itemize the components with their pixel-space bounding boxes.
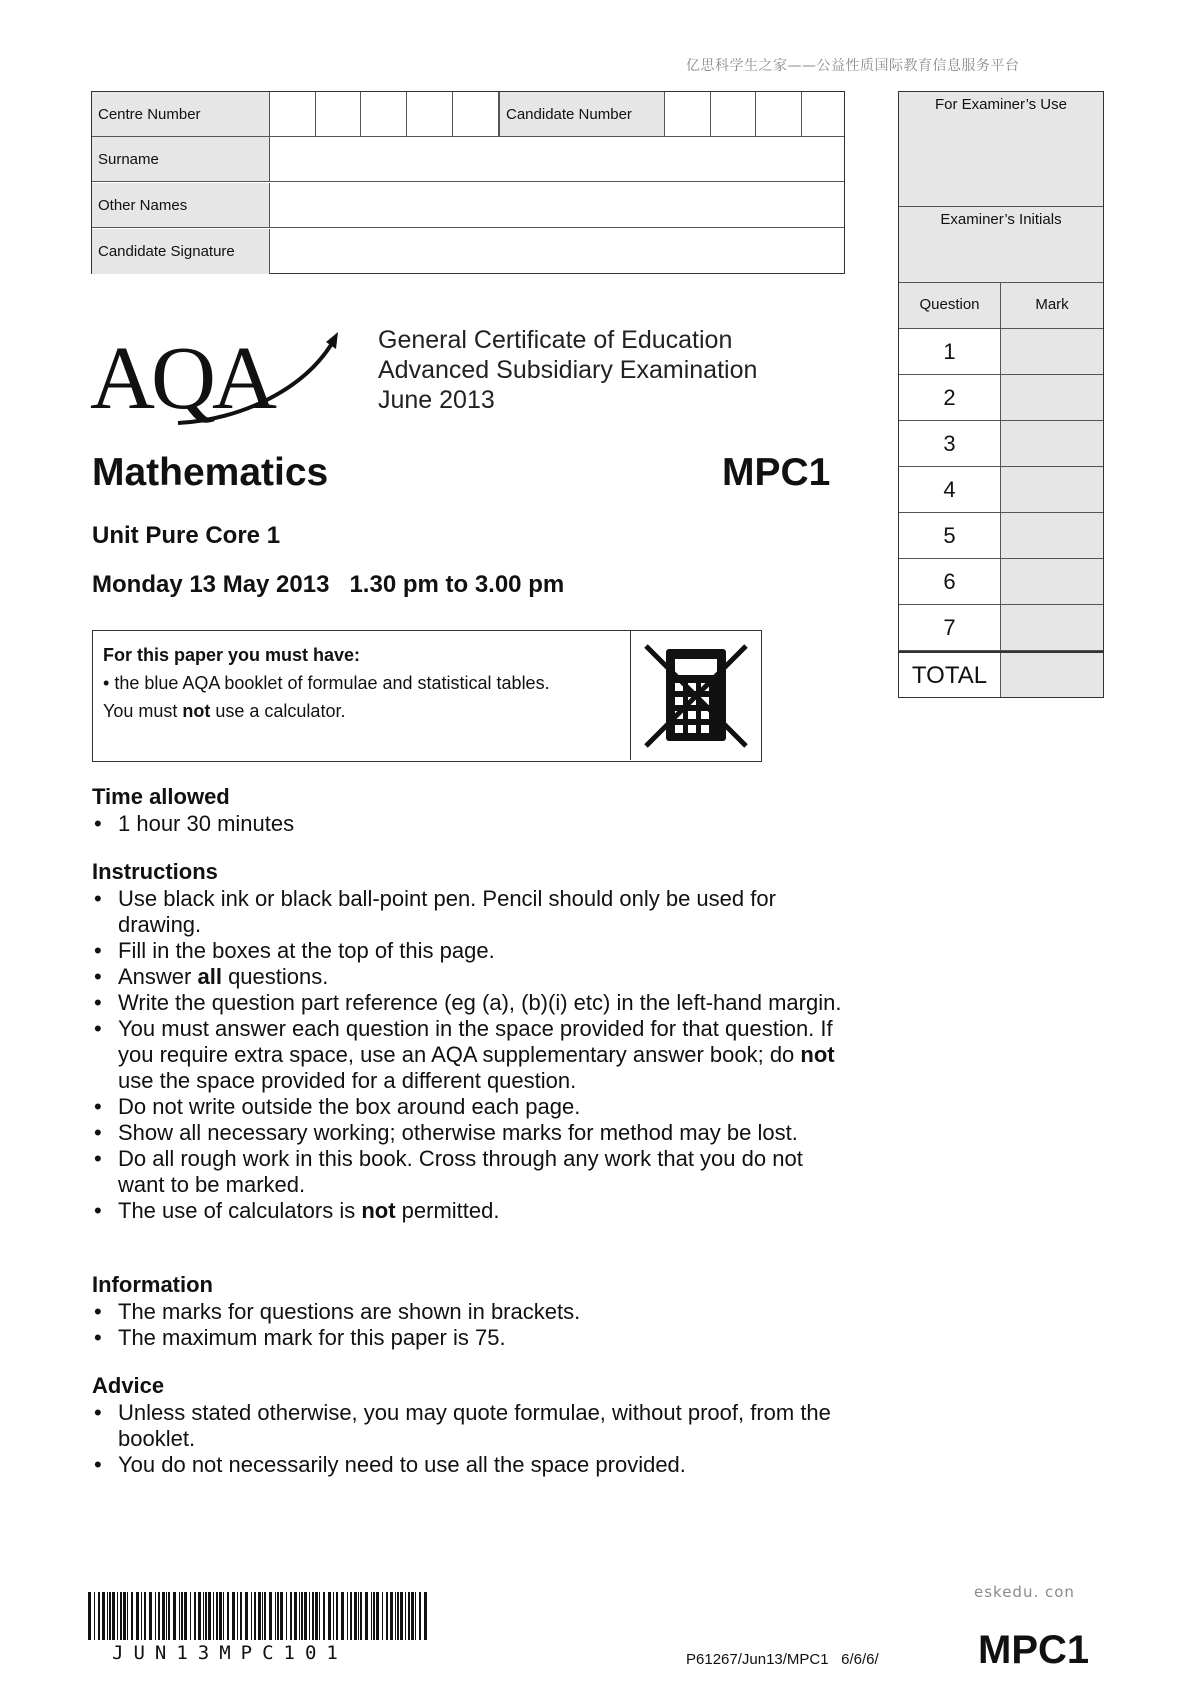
centre-number-digit[interactable] [361,92,407,136]
time-allowed-heading: Time allowed [92,784,230,809]
candidate-number-digit[interactable] [756,92,802,136]
calculator-notice [103,697,550,725]
question-row [899,513,1103,559]
instruction-item: • Write the question part reference (eg (a), (b)(i) etc) in the left-hand margin. [92,990,852,1016]
question-number: 4 [899,467,1001,512]
aqa-logo-text: AQA [90,330,273,425]
aqa-logo [90,330,345,425]
barcode-text: JUN13MPC101 [112,1642,348,1664]
watermark-top: 亿思科学生之家——公益性质国际教育信息服务平台 [686,58,1020,74]
question-header: Question [899,283,1001,328]
advice-item: • You do not necessarily need to use all the space provided. [92,1452,852,1478]
surname-field[interactable] [270,137,844,181]
mark-cell[interactable] [1001,329,1103,374]
materials-text [103,641,550,725]
information-section [92,1271,852,1351]
time-allowed-section [92,783,852,837]
question-row [899,375,1103,421]
other-names-label: Other Names [92,183,270,227]
candidate-number-digit[interactable] [711,92,756,136]
question-number: 7 [899,605,1001,650]
instructions-section [92,858,852,1224]
qualification-line: General Certificate of Education [378,326,733,354]
instruction-item: • The use of calculators is not permitted. [92,1198,852,1224]
candidate-number-label: Candidate Number [499,92,665,136]
mark-cell[interactable] [1001,467,1103,512]
question-number: 6 [899,559,1001,604]
other-names-field[interactable] [270,183,844,227]
candidate-details-box [91,91,845,274]
question-row [899,421,1103,467]
paper-reference: P61267/Jun13/MPC1 6/6/6/ [686,1651,879,1668]
signature-label: Candidate Signature [92,229,270,274]
materials-heading: For this paper you must have: [103,645,361,665]
instruction-item: • Show all necessary working; otherwise marks for method may be lost. [92,1120,852,1146]
exam-session: June 2013 [378,386,495,414]
watermark-bottom: eskedu. con [974,1583,1075,1601]
information-item: • The maximum mark for this paper is 75. [92,1325,852,1351]
total-mark-cell[interactable] [1001,653,1103,697]
examiner-use-title: For Examiner’s Use [899,92,1103,207]
unit-title: Unit Pure Core 1 [92,522,281,549]
qualification-title [378,325,757,415]
paper-code: MPC1 [722,451,831,494]
centre-number-digit[interactable] [407,92,453,136]
signature-field[interactable] [270,229,844,274]
instructions-heading: Instructions [92,859,218,884]
mark-cell[interactable] [1001,375,1103,420]
mark-cell[interactable] [1001,513,1103,558]
qualification-line: Advanced Subsidiary Examination [378,356,758,384]
calculator-notice-text: You must [103,701,183,721]
exam-date-time: Monday 13 May 2013 1.30 pm to 3.00 pm [92,571,565,598]
barcode [86,1592,436,1644]
footer-paper-code: MPC1 [978,1628,1090,1672]
no-calculator-icon [631,631,761,760]
question-row [899,605,1103,651]
materials-box [92,630,762,762]
advice-section [92,1372,852,1478]
mark-cell[interactable] [1001,559,1103,604]
instruction-item: • Do not write outside the box around each page. [92,1094,852,1120]
question-row [899,467,1103,513]
calculator-notice-emphasis: not [182,701,211,721]
materials-item-text: the blue AQA booklet of formulae and statistical tables. [114,673,550,693]
instruction-item: • Use black ink or black ball-point pen. Pencil should only be used for drawing. [92,886,852,938]
examiner-use-box [898,91,1104,698]
instruction-item: • You must answer each question in the space provided for that question. If you require extra space, use an AQA supplementary answer book; do not use the space provided for a different question. [92,1016,852,1094]
materials-item: • the blue AQA booklet of formulae and statistical tables. [103,673,550,693]
surname-row [92,137,844,182]
centre-number-digit[interactable] [316,92,361,136]
other-names-row [92,183,844,228]
time-allowed-item: • 1 hour 30 minutes [92,811,852,837]
question-number: 3 [899,421,1001,466]
total-label: TOTAL [899,653,1001,697]
examiner-initials-label: Examiner’s Initials [899,207,1103,283]
instruction-item: • Do all rough work in this book. Cross through any work that you do not want to be marked. [92,1146,852,1198]
advice-heading: Advice [92,1373,165,1398]
mark-cell[interactable] [1001,421,1103,466]
calculator-notice-text: use a calculator. [210,701,346,721]
question-number: 2 [899,375,1001,420]
advice-item: • Unless stated otherwise, you may quote formulae, without proof, from the booklet. [92,1400,852,1452]
instruction-item: • Answer all questions. [92,964,852,990]
question-row [899,329,1103,375]
question-number: 1 [899,329,1001,374]
candidate-number-digit[interactable] [665,92,711,136]
mark-header: Mark [1001,283,1103,328]
information-heading: Information [92,1272,213,1297]
mark-cell[interactable] [1001,605,1103,650]
instruction-item: • Fill in the boxes at the top of this page. [92,938,852,964]
total-row [899,651,1103,697]
candidate-number-digit[interactable] [802,92,843,136]
centre-number-digit[interactable] [270,92,316,136]
signature-row [92,229,844,274]
question-number: 5 [899,513,1001,558]
examiner-table-header [899,283,1103,329]
centre-number-label: Centre Number [92,92,270,136]
information-item: • The marks for questions are shown in brackets. [92,1299,852,1325]
centre-number-row [92,92,844,137]
question-row [899,559,1103,605]
surname-label: Surname [92,137,270,181]
no-calculator-cell [630,631,761,760]
subject-title: Mathematics [92,451,329,494]
centre-number-digit[interactable] [453,92,499,136]
